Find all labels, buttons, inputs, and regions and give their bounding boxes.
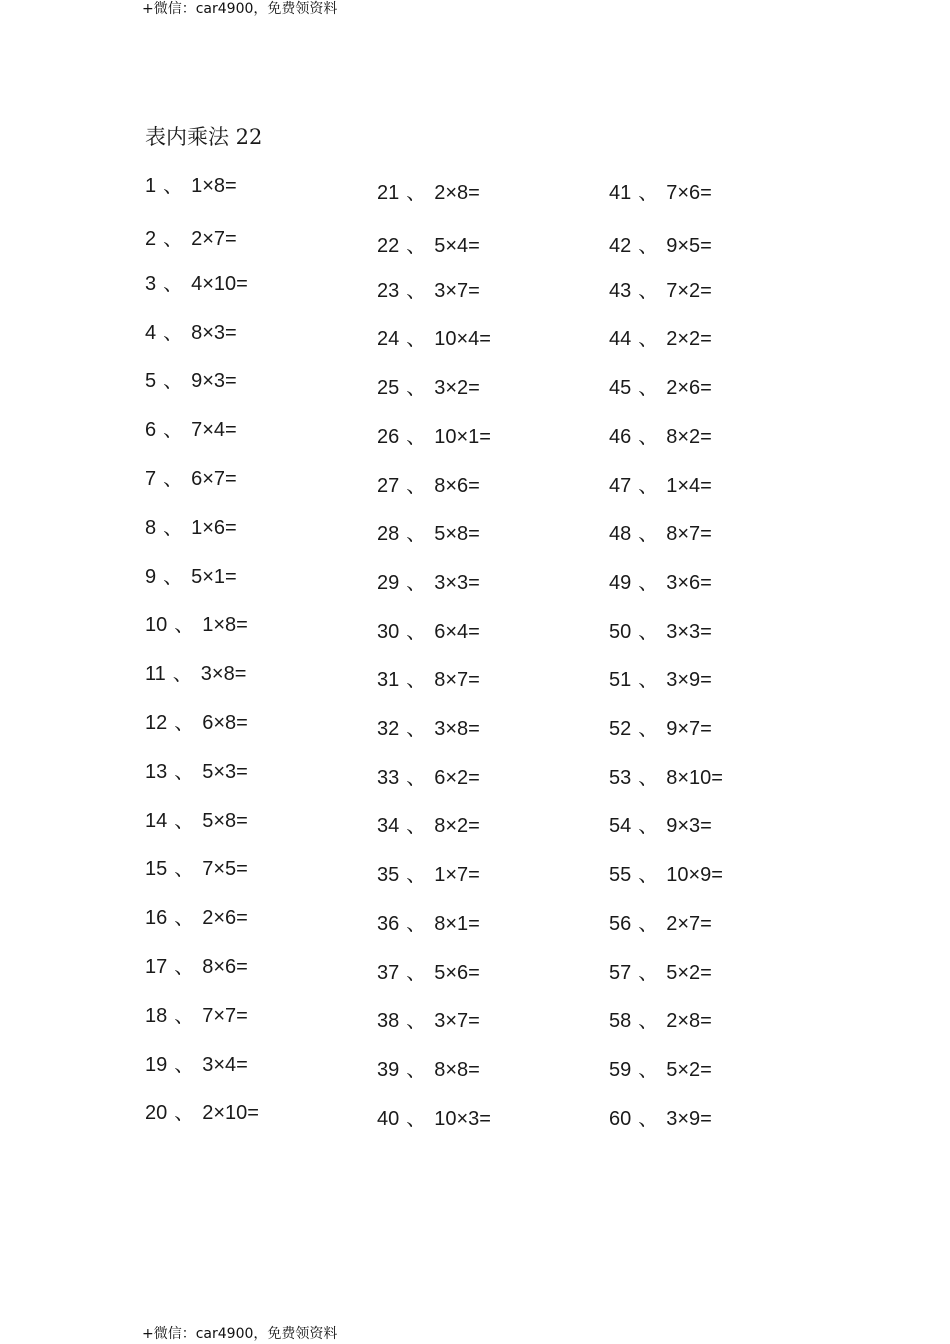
problem-separator: 、 [638, 1058, 659, 1081]
problem-separator: 、 [406, 815, 427, 838]
problem-number: 3 [145, 272, 157, 295]
problem-number: 54 [609, 815, 632, 838]
problem-expression: 3×9= [666, 1107, 712, 1130]
problem-number: 49 [609, 571, 632, 594]
problem-number: 14 [145, 809, 168, 832]
problem-expression: 7×2= [666, 279, 712, 302]
problem-item [609, 1059, 712, 1081]
problem-number: 18 [145, 1004, 168, 1027]
problem-number: 30 [377, 620, 400, 643]
problem-separator: 、 [174, 1004, 195, 1027]
problem-expression: 2×6= [202, 907, 248, 930]
problem-item [145, 1102, 259, 1124]
problem-expression: 2×7= [191, 228, 237, 250]
problem-separator: 、 [163, 419, 184, 442]
problem-separator: 、 [163, 370, 184, 393]
problem-item [609, 475, 712, 497]
problem-item [377, 426, 491, 448]
problem-separator: 、 [638, 377, 659, 400]
problem-number: 4 [145, 321, 157, 344]
problem-item [145, 1005, 248, 1027]
problem-separator: 、 [163, 175, 184, 197]
problem-item [609, 523, 712, 545]
problem-expression: 5×6= [434, 961, 480, 984]
problem-expression: 1×8= [191, 175, 237, 197]
problem-expression: 6×4= [434, 620, 480, 643]
problem-item [145, 614, 248, 636]
problem-item [145, 663, 246, 685]
problem-expression: 3×6= [666, 571, 712, 594]
problem-expression: 2×8= [434, 182, 480, 204]
problem-number: 10 [145, 614, 168, 637]
problem-item [377, 572, 480, 594]
problem-number: 26 [377, 425, 400, 448]
problem-separator: 、 [638, 961, 659, 984]
problem-item [145, 370, 237, 392]
problem-item [377, 1010, 480, 1032]
problem-expression: 1×7= [434, 864, 480, 887]
problem-separator: 、 [406, 182, 427, 204]
problem-number: 57 [609, 961, 632, 984]
problem-number: 43 [609, 279, 632, 302]
problem-separator: 、 [638, 1010, 659, 1033]
problem-separator: 、 [638, 279, 659, 302]
header-note: +微信：car4900，免费领资料 [142, 1, 338, 17]
problem-number: 33 [377, 766, 400, 789]
problem-separator: 、 [174, 858, 195, 881]
problem-separator: 、 [638, 425, 659, 448]
problem-separator: 、 [638, 815, 659, 838]
problem-number: 21 [377, 182, 400, 204]
problem-item [609, 377, 712, 399]
problem-separator: 、 [406, 864, 427, 887]
problem-item [609, 864, 723, 886]
problem-number: 32 [377, 718, 400, 740]
problem-item [609, 1010, 712, 1032]
problem-expression: 9×5= [666, 235, 712, 257]
page-title: 表内乘法 22 [145, 125, 263, 149]
problem-separator: 、 [406, 961, 427, 984]
problem-item [377, 328, 491, 350]
problem-number: 29 [377, 571, 400, 594]
problem-item [377, 962, 480, 984]
problem-number: 35 [377, 864, 400, 887]
problem-item [145, 517, 237, 539]
problem-expression: 8×3= [191, 321, 237, 344]
problem-number: 6 [145, 419, 157, 442]
problem-expression: 8×6= [202, 956, 248, 978]
problem-item [609, 913, 712, 935]
problem-separator: 、 [406, 912, 427, 935]
problem-expression: 6×7= [191, 468, 237, 490]
problem-separator: 、 [406, 328, 427, 351]
problem-number: 48 [609, 523, 632, 546]
problem-number: 31 [377, 669, 400, 692]
problem-item [609, 621, 712, 643]
problem-expression: 2×7= [666, 912, 712, 935]
problem-item [145, 956, 248, 978]
problem-separator: 、 [406, 474, 427, 497]
problem-number: 2 [145, 228, 157, 250]
problem-separator: 、 [638, 864, 659, 887]
problem-separator: 、 [638, 571, 659, 594]
problem-separator: 、 [406, 669, 427, 692]
problem-expression: 2×2= [666, 328, 712, 351]
problem-expression: 3×8= [200, 663, 247, 686]
problem-item [145, 1054, 248, 1076]
problem-item [145, 907, 248, 929]
problem-expression: 9×3= [191, 370, 237, 393]
problem-item [609, 1108, 712, 1130]
problem-separator: 、 [172, 663, 193, 686]
problem-separator: 、 [638, 235, 659, 257]
problem-expression: 3×9= [666, 669, 712, 692]
problem-number: 27 [377, 474, 400, 497]
problem-expression: 7×7= [202, 1004, 248, 1027]
problem-number: 52 [609, 718, 632, 740]
problem-item [377, 1059, 480, 1081]
problem-expression: 8×2= [666, 425, 712, 448]
problem-separator: 、 [638, 669, 659, 692]
problem-number: 16 [145, 907, 168, 930]
problem-number: 9 [145, 565, 157, 588]
problem-separator: 、 [638, 912, 659, 935]
problem-expression: 3×4= [202, 1053, 248, 1076]
problem-item [377, 718, 480, 740]
problem-separator: 、 [638, 474, 659, 497]
problem-number: 56 [609, 912, 632, 935]
problem-number: 58 [609, 1010, 632, 1033]
problem-separator: 、 [406, 279, 427, 302]
problem-expression: 3×8= [434, 718, 480, 740]
problem-number: 50 [609, 620, 632, 643]
problem-expression: 8×7= [666, 523, 712, 546]
problem-separator: 、 [406, 425, 427, 448]
problem-item [609, 426, 712, 448]
problem-separator: 、 [174, 907, 195, 930]
problem-expression: 2×8= [666, 1010, 712, 1033]
problem-item [377, 815, 480, 837]
problem-item [145, 228, 237, 250]
problem-item [609, 235, 712, 257]
problem-item [145, 810, 248, 832]
problem-separator: 、 [406, 1107, 427, 1130]
problem-item [145, 273, 248, 295]
problem-separator: 、 [174, 760, 195, 783]
problem-item [145, 761, 248, 783]
problem-expression: 5×2= [666, 961, 712, 984]
problem-separator: 、 [174, 614, 195, 637]
problem-item [377, 475, 480, 497]
problem-number: 55 [609, 864, 632, 887]
problem-separator: 、 [638, 766, 659, 789]
problem-expression: 5×2= [666, 1058, 712, 1081]
problem-item [609, 572, 712, 594]
problem-number: 12 [145, 712, 168, 734]
problem-expression: 8×8= [434, 1058, 480, 1081]
problem-separator: 、 [638, 1107, 659, 1130]
problem-expression: 1×4= [666, 474, 712, 497]
problem-separator: 、 [406, 766, 427, 789]
problem-number: 40 [377, 1107, 400, 1130]
problem-number: 51 [609, 669, 632, 692]
problem-expression: 2×10= [202, 1102, 259, 1125]
problem-number: 11 [145, 663, 166, 686]
problem-item [609, 669, 712, 691]
problem-expression: 3×7= [434, 279, 480, 302]
problem-separator: 、 [406, 718, 427, 740]
problem-expression: 6×8= [202, 712, 248, 734]
problem-item [377, 767, 480, 789]
problem-number: 59 [609, 1058, 632, 1081]
problem-separator: 、 [406, 377, 427, 400]
problem-item [145, 566, 237, 588]
problem-item [377, 182, 480, 204]
problem-separator: 、 [163, 272, 184, 295]
problem-number: 7 [145, 468, 157, 490]
problem-expression: 10×4= [434, 328, 491, 351]
footer-note: +微信：car4900，免费领资料 [142, 1326, 338, 1342]
problem-item [377, 1108, 491, 1130]
problem-expression: 5×8= [434, 523, 480, 546]
problem-number: 60 [609, 1107, 632, 1130]
problem-number: 37 [377, 961, 400, 984]
problem-separator: 、 [406, 1010, 427, 1033]
problem-separator: 、 [174, 712, 195, 734]
problem-number: 13 [145, 760, 168, 783]
problem-number: 15 [145, 858, 168, 881]
problem-number: 38 [377, 1010, 400, 1033]
problem-expression: 8×10= [666, 766, 723, 789]
problem-number: 22 [377, 235, 400, 257]
problem-number: 24 [377, 328, 400, 351]
problem-separator: 、 [174, 956, 195, 978]
problem-expression: 5×8= [202, 809, 248, 832]
problem-number: 28 [377, 523, 400, 546]
problem-item [145, 712, 248, 734]
problem-expression: 10×9= [666, 864, 723, 887]
problem-item [377, 621, 480, 643]
problem-number: 42 [609, 235, 632, 257]
problem-expression: 6×2= [434, 766, 480, 789]
problem-separator: 、 [406, 620, 427, 643]
problem-item [609, 182, 712, 204]
problem-item [609, 815, 712, 837]
problem-separator: 、 [174, 809, 195, 832]
problem-number: 17 [145, 956, 168, 978]
problem-expression: 4×10= [191, 272, 248, 295]
problem-expression: 8×6= [434, 474, 480, 497]
problem-separator: 、 [163, 516, 184, 539]
problem-item [377, 913, 480, 935]
problem-expression: 8×7= [434, 669, 480, 692]
problem-item [377, 280, 480, 302]
problem-expression: 5×1= [191, 565, 237, 588]
problem-separator: 、 [406, 1058, 427, 1081]
problem-expression: 2×6= [666, 377, 712, 400]
problem-item [609, 718, 712, 740]
problem-expression: 3×3= [434, 571, 480, 594]
problem-number: 8 [145, 516, 157, 539]
problem-separator: 、 [406, 235, 427, 257]
problem-item [145, 858, 248, 880]
problem-item [609, 280, 712, 302]
problem-item [145, 419, 237, 441]
problem-separator: 、 [174, 1053, 195, 1076]
problem-expression: 5×4= [434, 235, 480, 257]
problem-separator: 、 [163, 468, 184, 490]
problem-item [609, 767, 723, 789]
problem-item [145, 322, 237, 344]
problem-separator: 、 [638, 328, 659, 351]
problem-item [145, 175, 237, 197]
problem-expression: 9×7= [666, 718, 712, 740]
problem-expression: 7×5= [202, 858, 248, 881]
problem-expression: 3×2= [434, 377, 480, 400]
problem-expression: 10×1= [434, 425, 491, 448]
problem-separator: 、 [163, 565, 184, 588]
problem-number: 39 [377, 1058, 400, 1081]
problem-expression: 1×8= [202, 614, 248, 637]
problem-number: 23 [377, 279, 400, 302]
problem-expression: 7×4= [191, 419, 237, 442]
problem-number: 41 [609, 182, 632, 204]
problem-number: 20 [145, 1102, 168, 1125]
problem-separator: 、 [163, 321, 184, 344]
problem-separator: 、 [406, 571, 427, 594]
problem-number: 53 [609, 766, 632, 789]
problem-separator: 、 [406, 523, 427, 546]
problem-separator: 、 [174, 1102, 195, 1125]
problem-expression: 10×3= [434, 1107, 491, 1130]
problem-number: 19 [145, 1053, 168, 1076]
problem-expression: 1×6= [191, 516, 237, 539]
problem-number: 45 [609, 377, 632, 400]
problem-number: 34 [377, 815, 400, 838]
problem-number: 36 [377, 912, 400, 935]
problem-expression: 7×6= [666, 182, 712, 204]
problem-item [609, 962, 712, 984]
problem-number: 47 [609, 474, 632, 497]
problem-expression: 3×7= [434, 1010, 480, 1033]
problem-item [377, 864, 480, 886]
problem-item [377, 669, 480, 691]
problem-expression: 8×1= [434, 912, 480, 935]
problem-expression: 9×3= [666, 815, 712, 838]
problem-item [377, 523, 480, 545]
problem-item [377, 377, 480, 399]
problem-separator: 、 [638, 182, 659, 204]
problem-separator: 、 [638, 718, 659, 740]
problem-expression: 8×2= [434, 815, 480, 838]
problem-separator: 、 [638, 523, 659, 546]
problem-number: 25 [377, 377, 400, 400]
problem-number: 5 [145, 370, 157, 393]
problem-expression: 5×3= [202, 760, 248, 783]
problem-number: 1 [145, 175, 157, 197]
problem-separator: 、 [163, 228, 184, 250]
problem-item [145, 468, 237, 490]
problem-separator: 、 [638, 620, 659, 643]
problem-item [377, 235, 480, 257]
problem-item [609, 328, 712, 350]
problem-number: 46 [609, 425, 632, 448]
problem-number: 44 [609, 328, 632, 351]
problem-expression: 3×3= [666, 620, 712, 643]
